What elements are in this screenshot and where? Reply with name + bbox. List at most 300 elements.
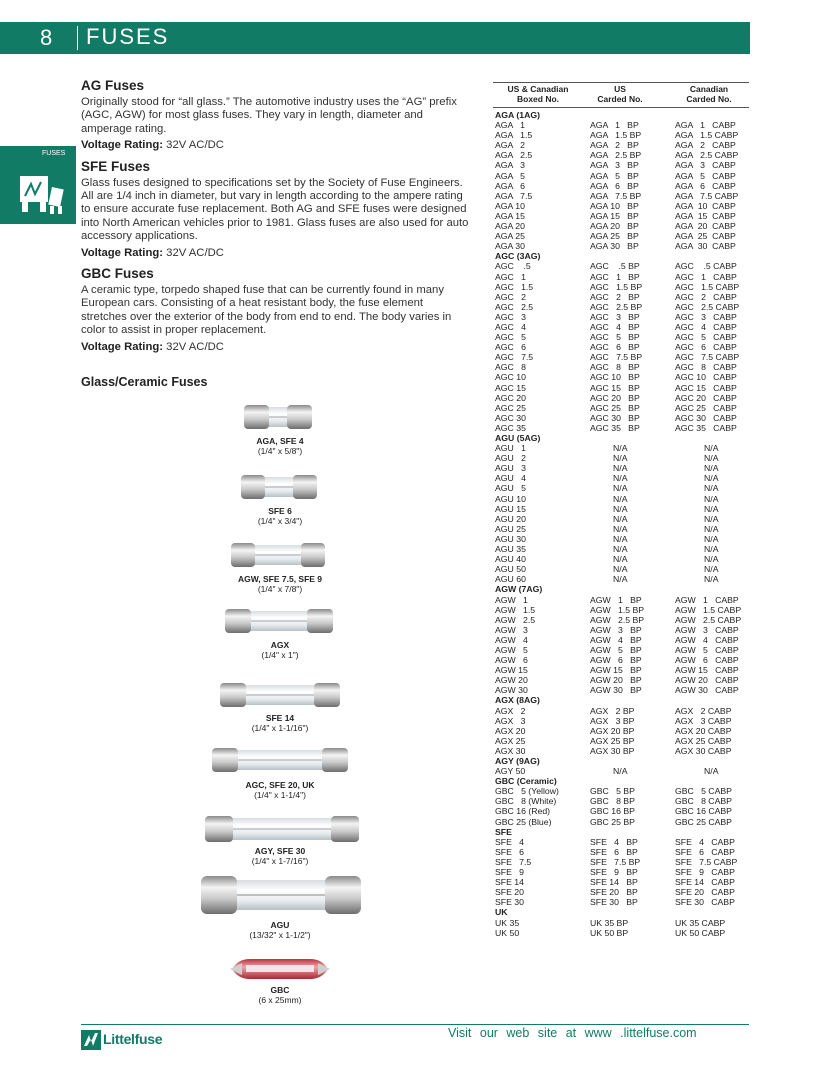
fuse-image-sfe14 [219, 680, 341, 710]
section-body: A ceramic type, torpedo shaped fuse that can be currently found in many European cars. Consisting of a heat resistant body, the fuse element stretches over the exterior of the body from end to end. The body varies in color to assist in proper replacement. [81, 284, 452, 337]
boxed-no-cell: UK 50 [495, 927, 520, 938]
fuse-caption [210, 780, 350, 800]
us-carded-cell: AGC 8 BP [590, 362, 640, 373]
us-carded-cell: N/A [613, 564, 628, 575]
ca-carded-cell: N/A [704, 483, 719, 494]
fuse-name: AGX [270, 640, 290, 650]
ca-carded-cell: SFE 6 CABP [675, 846, 735, 857]
us-carded-cell: AGA 3 BP [590, 160, 639, 171]
fuse-size: (1/4" x 1") [261, 650, 299, 660]
boxed-no-cell: AGW 30 [495, 685, 528, 696]
boxed-no-cell: AGU 40 [495, 554, 526, 565]
us-carded-cell: SFE 6 BP [590, 846, 638, 857]
table-row [495, 706, 749, 716]
header-line: Boxed No. [516, 94, 560, 104]
fuse-size: (13/32" x 1-1/2") [249, 930, 311, 940]
voltage-value: 32V AC/DC [166, 246, 224, 259]
ca-carded-cell: AGA 6 CABP [675, 180, 736, 191]
us-carded-cell: N/A [613, 513, 628, 524]
table-row [495, 625, 749, 635]
ca-carded-cell: N/A [704, 453, 719, 464]
table-group-title: AGY (9AG) [495, 756, 540, 766]
ca-carded-cell: AGW 5 CABP [675, 644, 739, 655]
fuse-table-body [495, 110, 749, 938]
voltage-rating [81, 247, 471, 260]
us-carded-cell: N/A [613, 483, 628, 494]
ca-carded-cell: AGC 10 CABP [675, 372, 737, 383]
us-carded-cell: AGW 30 BP [590, 685, 642, 696]
boxed-no-cell: AGA 1 [495, 120, 525, 131]
ca-carded-cell: AGA 30 CABP [675, 241, 736, 252]
us-carded-cell: AGC 2 BP [590, 291, 640, 302]
us-carded-cell: AGA 2.5 BP [590, 150, 642, 161]
fuse-caption [210, 640, 350, 660]
fuse-caption [210, 985, 350, 1005]
page-title: FUSES [86, 24, 170, 49]
header-line: US & Canadian [507, 84, 569, 94]
us-carded-cell: UK 50 BP [590, 927, 629, 938]
ca-carded-cell: AGC 20 CABP [675, 392, 737, 403]
boxed-no-cell: AGC 2 [495, 291, 526, 302]
us-carded-cell: AGA 1.5 BP [590, 130, 642, 141]
table-row [495, 211, 749, 221]
boxed-no-cell: AGY 50 [495, 766, 526, 777]
us-carded-cell: N/A [613, 443, 628, 454]
us-carded-cell: AGA 5 BP [590, 170, 639, 181]
boxed-no-cell: AGA 5 [495, 170, 525, 181]
table-row [495, 443, 749, 453]
boxed-no-cell: UK 35 [495, 917, 520, 928]
table-row [495, 514, 749, 524]
ca-carded-cell: AGC 2.5 CABP [675, 301, 740, 312]
ca-carded-cell: AGC 30 CABP [675, 412, 737, 423]
table-row [495, 140, 749, 150]
us-carded-cell: AGW 15 BP [590, 665, 642, 676]
table-row [495, 564, 749, 574]
us-carded-cell: AGA 7.5 BP [590, 190, 642, 201]
table-row [495, 383, 749, 393]
table-row [495, 393, 749, 403]
voltage-label: Voltage Rating: [81, 340, 164, 353]
ca-carded-cell: AGX 30 CABP [675, 745, 732, 756]
us-carded-cell: GBC 16 BP [590, 806, 635, 817]
fuse-caption [210, 436, 350, 456]
boxed-no-cell: AGC 10 [495, 372, 526, 383]
ca-carded-cell: AGC 1 CABP [675, 271, 737, 282]
boxed-no-cell: AGU 3 [495, 463, 526, 474]
us-carded-cell: AGC 6 BP [590, 342, 640, 353]
table-row [495, 403, 749, 413]
table-group-title: AGX (8AG) [495, 695, 540, 706]
table-row [495, 160, 749, 170]
boxed-no-cell: AGA 20 [495, 221, 525, 232]
fuse-image-sfe6 [240, 472, 318, 502]
table-row [495, 685, 749, 695]
ca-carded-cell: N/A [704, 544, 719, 555]
ca-carded-cell: AGW 6 CABP [675, 655, 739, 666]
voltage-value: 32V AC/DC [166, 340, 224, 353]
us-carded-cell: AGW 1.5 BP [590, 604, 645, 615]
us-carded-cell: N/A [613, 523, 628, 534]
ca-carded-cell: AGW 1 CABP [675, 594, 739, 605]
fuse-size: (1/4" x 5/8") [257, 446, 303, 456]
ca-carded-cell: AGC 4 CABP [675, 321, 737, 332]
table-row [495, 483, 749, 493]
littelfuse-logo-icon [81, 1030, 101, 1050]
boxed-no-cell: AGA 7.5 [495, 190, 533, 201]
table-row [495, 231, 749, 241]
boxed-no-cell: SFE 7.5 [495, 856, 532, 867]
table-row [495, 342, 749, 352]
fuse-size: (6 x 25mm) [258, 995, 302, 1005]
boxed-no-cell: AGU 4 [495, 473, 526, 484]
fuse-category-icon [16, 172, 66, 220]
ca-carded-cell: AGC 8 CABP [675, 362, 737, 373]
ca-carded-cell: AGA 3 CABP [675, 160, 736, 171]
ca-carded-cell: GBC 16 CABP [675, 806, 732, 817]
page-number: 8 [40, 25, 53, 50]
fuse-name: SFE 14 [265, 713, 295, 723]
boxed-no-cell: AGC 30 [495, 412, 526, 423]
fuse-name: AGU [270, 920, 290, 930]
ca-carded-cell: SFE 7.5 CABP [675, 856, 738, 867]
us-carded-cell: AGC 10 BP [590, 372, 640, 383]
boxed-no-cell: AGC 2.5 [495, 301, 534, 312]
table-row [495, 766, 749, 776]
fuse-size: (1/4" x 7/8") [257, 584, 303, 594]
table-row [495, 806, 749, 816]
fuse-caption [210, 713, 350, 733]
boxed-no-cell: AGW 1.5 [495, 604, 536, 615]
us-carded-cell: SFE 9 BP [590, 867, 638, 878]
ca-carded-cell: GBC 8 CABP [675, 796, 732, 807]
ca-carded-cell: SFE 20 CABP [675, 887, 735, 898]
ca-carded-cell: AGC 35 CABP [675, 422, 737, 433]
fuse-size: (1/4" x 1-1/4") [254, 790, 306, 800]
boxed-no-cell: AGX 3 [495, 715, 526, 726]
table-group-title: AGA (1AG) [495, 110, 541, 120]
fuse-size: (1/4" x 1-1/16") [251, 723, 309, 733]
ca-carded-cell: UK 50 CABP [675, 927, 726, 938]
us-carded-cell: SFE 4 BP [590, 836, 638, 847]
boxed-no-cell: AGU 2 [495, 453, 526, 464]
us-carded-cell: AGC 20 BP [590, 392, 640, 403]
table-row [495, 615, 749, 625]
section-title: GBC Fuses [81, 266, 154, 282]
boxed-no-cell: GBC 16 (Red) [495, 806, 551, 817]
boxed-no-cell: AGU 35 [495, 544, 526, 555]
table-header-us-carded [580, 84, 660, 104]
fuse-image-gbc [228, 955, 332, 983]
boxed-no-cell: AGA 10 [495, 200, 525, 211]
ca-carded-cell: AGC 25 CABP [675, 402, 737, 413]
ca-carded-cell: N/A [704, 554, 719, 565]
boxed-no-cell: GBC 25 (Blue) [495, 816, 552, 827]
table-row [495, 635, 749, 645]
ca-carded-cell: AGX 20 CABP [675, 725, 732, 736]
fuse-name: AGA, SFE 4 [256, 436, 304, 446]
fuse-size: (1/4" x 3/4") [257, 516, 303, 526]
voltage-rating [81, 139, 471, 152]
fuse-caption [210, 506, 350, 526]
us-carded-cell: AGA 2 BP [590, 140, 639, 151]
ca-carded-cell: N/A [704, 766, 719, 777]
boxed-no-cell: AGA 2.5 [495, 150, 533, 161]
ca-carded-cell: AGA 2 CABP [675, 140, 736, 151]
voltage-label: Voltage Rating: [81, 139, 164, 152]
us-carded-cell: GBC 8 BP [590, 796, 635, 807]
logo-text: Littelfuse [103, 1031, 163, 1047]
table-row [495, 534, 749, 544]
us-carded-cell: SFE 20 BP [590, 887, 638, 898]
us-carded-cell: AGC 2.5 BP [590, 301, 643, 312]
boxed-no-cell: AGW 4 [495, 634, 528, 645]
us-carded-cell: AGA 6 BP [590, 180, 639, 191]
boxed-no-cell: SFE 4 [495, 836, 524, 847]
boxed-no-cell: AGU 1 [495, 443, 526, 454]
boxed-no-cell: AGC 5 [495, 332, 526, 343]
boxed-no-cell: AGW 6 [495, 655, 528, 666]
boxed-no-cell: AGA 1.5 [495, 130, 533, 141]
us-carded-cell: AGA 30 BP [590, 241, 639, 252]
boxed-no-cell: AGA 30 [495, 241, 525, 252]
fuse-name: SFE 6 [268, 506, 292, 516]
boxed-no-cell: AGC 8 [495, 362, 526, 373]
boxed-no-cell: AGW 15 [495, 665, 528, 676]
us-carded-cell: N/A [613, 463, 628, 474]
us-carded-cell: AGC 30 BP [590, 412, 640, 423]
table-row [495, 171, 749, 181]
ca-carded-cell: AGW 15 CABP [675, 665, 739, 676]
boxed-no-cell: AGW 20 [495, 675, 528, 686]
ca-carded-cell: AGA 1.5 CABP [675, 130, 739, 141]
fuse-image-agu [200, 874, 362, 916]
fuse-image-agy [204, 813, 360, 845]
us-carded-cell: AGC 3 BP [590, 311, 640, 322]
table-row [495, 201, 749, 211]
table-row [495, 817, 749, 827]
boxed-no-cell: SFE 20 [495, 887, 524, 898]
boxed-no-cell: AGU 50 [495, 564, 526, 575]
table-row [495, 473, 749, 483]
us-carded-cell: N/A [613, 554, 628, 565]
table-row [495, 463, 749, 473]
ca-carded-cell: AGC .5 CABP [675, 261, 737, 272]
boxed-no-cell: AGX 30 [495, 745, 526, 756]
table-row [495, 574, 749, 584]
ca-carded-cell: N/A [704, 473, 719, 484]
boxed-no-cell: AGU 25 [495, 523, 526, 534]
us-carded-cell: SFE 30 BP [590, 897, 638, 908]
table-group-title: AGU (5AG) [495, 433, 541, 443]
boxed-no-cell: AGX 25 [495, 735, 526, 746]
table-group-title: SFE [495, 826, 512, 837]
us-carded-cell: AGX 25 BP [590, 735, 635, 746]
us-carded-cell: AGW 3 BP [590, 624, 642, 635]
table-row [495, 221, 749, 231]
boxed-no-cell: GBC 8 (White) [495, 796, 557, 807]
boxed-no-cell: AGC .5 [495, 261, 531, 272]
us-carded-cell: GBC 5 BP [590, 786, 635, 797]
table-header-rule [493, 107, 749, 108]
voltage-value: 32V AC/DC [166, 139, 224, 152]
table-row [495, 332, 749, 342]
boxed-no-cell: AGA 25 [495, 231, 525, 242]
ca-carded-cell: N/A [704, 503, 719, 514]
ca-carded-cell: AGA 20 CABP [675, 221, 736, 232]
us-carded-cell: AGC 25 BP [590, 402, 640, 413]
us-carded-cell: SFE 7.5 BP [590, 856, 641, 867]
boxed-no-cell: AGX 20 [495, 725, 526, 736]
section-title: SFE Fuses [81, 158, 151, 174]
ca-carded-cell: AGA 2.5 CABP [675, 150, 739, 161]
us-carded-cell: N/A [613, 473, 628, 484]
table-row [495, 150, 749, 160]
table-row [495, 312, 749, 322]
us-carded-cell: AGX 2 BP [590, 705, 635, 716]
header-divider [77, 26, 78, 50]
side-tab-label: FUSES [42, 150, 66, 157]
boxed-no-cell: AGC 7.5 [495, 352, 534, 363]
ca-carded-cell: N/A [704, 513, 719, 524]
header-line: Carded No. [597, 94, 643, 104]
table-row [495, 645, 749, 655]
table-group-title: UK [495, 907, 508, 918]
boxed-no-cell: AGW 5 [495, 644, 528, 655]
table-header-ca-carded [668, 84, 750, 104]
ca-carded-cell: AGC 2 CABP [675, 291, 737, 302]
ca-carded-cell: N/A [704, 564, 719, 575]
us-carded-cell: SFE 14 BP [590, 877, 638, 888]
table-row [495, 655, 749, 665]
footer-rule [81, 1024, 749, 1025]
section-ag [81, 78, 471, 153]
boxed-no-cell: AGW 2.5 [495, 614, 536, 625]
boxed-no-cell: GBC 5 (Yellow) [495, 786, 559, 797]
voltage-label: Voltage Rating: [81, 246, 164, 259]
us-carded-cell: AGC 1.5 BP [590, 281, 643, 292]
table-row [495, 282, 749, 292]
fuse-image-agc [211, 745, 349, 775]
boxed-no-cell: AGC 15 [495, 382, 526, 393]
fuse-caption [210, 574, 350, 594]
boxed-no-cell: SFE 14 [495, 877, 524, 888]
ca-carded-cell: AGA 25 CABP [675, 231, 736, 242]
fuse-name: AGY, SFE 30 [254, 846, 306, 856]
boxed-no-cell: AGA 6 [495, 180, 525, 191]
boxed-no-cell: AGC 1 [495, 271, 526, 282]
table-row [495, 867, 749, 877]
table-row [495, 372, 749, 382]
ca-carded-cell: N/A [704, 574, 719, 585]
us-carded-cell: N/A [613, 453, 628, 464]
website-link[interactable]: Visit our web site at www .littelfuse.com [448, 1026, 697, 1040]
table-header-boxed [493, 84, 583, 104]
us-carded-cell: AGW 20 BP [590, 675, 642, 686]
fuse-caption [210, 920, 350, 940]
table-row [495, 352, 749, 362]
section-gbc [81, 266, 471, 354]
ca-carded-cell: AGX 3 CABP [675, 715, 732, 726]
ca-carded-cell: AGC 7.5 CABP [675, 352, 740, 363]
boxed-no-cell: AGC 4 [495, 321, 526, 332]
table-group-title: AGW (7AG) [495, 584, 543, 595]
ca-carded-cell: N/A [704, 463, 719, 474]
table-row [495, 897, 749, 907]
table-row [495, 191, 749, 201]
ca-carded-cell: AGA 10 CABP [675, 200, 736, 211]
boxed-no-cell: AGA 3 [495, 160, 525, 171]
boxed-no-cell: SFE 9 [495, 867, 524, 878]
boxed-no-cell: AGC 25 [495, 402, 526, 413]
ca-carded-cell: AGC 6 CABP [675, 342, 737, 353]
boxed-no-cell: AGW 3 [495, 624, 528, 635]
ca-carded-cell: GBC 5 CABP [675, 786, 732, 797]
table-row [495, 423, 749, 433]
us-carded-cell: AGW 1 BP [590, 594, 642, 605]
us-carded-cell: AGC 35 BP [590, 422, 640, 433]
fuse-name: AGW, SFE 7.5, SFE 9 [237, 574, 323, 584]
fuse-image-agw [230, 540, 326, 570]
fuse-name: AGC, SFE 20, UK [245, 780, 315, 790]
boxed-no-cell: AGU 20 [495, 513, 526, 524]
voltage-rating [81, 341, 471, 354]
table-row [495, 292, 749, 302]
ca-carded-cell: SFE 14 CABP [675, 877, 735, 888]
table-row [495, 130, 749, 140]
table-row [495, 716, 749, 726]
us-carded-cell: AGA 20 BP [590, 221, 639, 232]
ca-carded-cell: AGW 30 CABP [675, 685, 739, 696]
us-carded-cell: AGC 7.5 BP [590, 352, 643, 363]
boxed-no-cell: AGW 1 [495, 594, 528, 605]
table-row [495, 322, 749, 332]
section-title: AG Fuses [81, 78, 145, 93]
ca-carded-cell: AGC 5 CABP [675, 332, 737, 343]
table-row [495, 494, 749, 504]
ca-carded-cell: AGW 1.5 CABP [675, 604, 742, 615]
ca-carded-cell: AGC 15 CABP [675, 382, 737, 393]
ca-carded-cell: AGA 7.5 CABP [675, 190, 739, 201]
boxed-no-cell: AGX 2 [495, 705, 526, 716]
ca-carded-cell: N/A [704, 493, 719, 504]
table-row [495, 675, 749, 685]
us-carded-cell: N/A [613, 533, 628, 544]
table-row [495, 796, 749, 806]
boxed-no-cell: AGU 30 [495, 533, 526, 544]
boxed-no-cell: AGC 35 [495, 422, 526, 433]
ca-carded-cell: SFE 9 CABP [675, 867, 735, 878]
table-row [495, 241, 749, 251]
table-row [495, 302, 749, 312]
us-carded-cell: N/A [613, 544, 628, 555]
us-carded-cell: AGA 15 BP [590, 210, 639, 221]
header-line: Carded No. [686, 94, 732, 104]
us-carded-cell: AGC 15 BP [590, 382, 640, 393]
table-group-title: AGC (3AG) [495, 251, 541, 262]
ca-carded-cell: AGC 1.5 CABP [675, 281, 740, 292]
table-row [495, 837, 749, 847]
fuse-image-aga [243, 402, 313, 432]
fuse-name: GBC [270, 985, 290, 995]
us-carded-cell: AGC 5 BP [590, 332, 640, 343]
table-row [495, 554, 749, 564]
us-carded-cell: AGC 1 BP [590, 271, 640, 282]
table-row [495, 181, 749, 191]
section-body: Glass fuses designed to specifications set by the Society of Fuse Engineers. All are 1/4 inch in diameter, but vary in length according to the ampere rating to ensure accurate fuse replacement. Both AG and SFE fuses were designed into North American vehicles prior to 1981. Glass fuses are also used for auto accessory applications. [81, 176, 469, 243]
ca-carded-cell: AGC 3 CABP [675, 311, 737, 322]
ca-carded-cell: AGA 1 CABP [675, 120, 736, 131]
